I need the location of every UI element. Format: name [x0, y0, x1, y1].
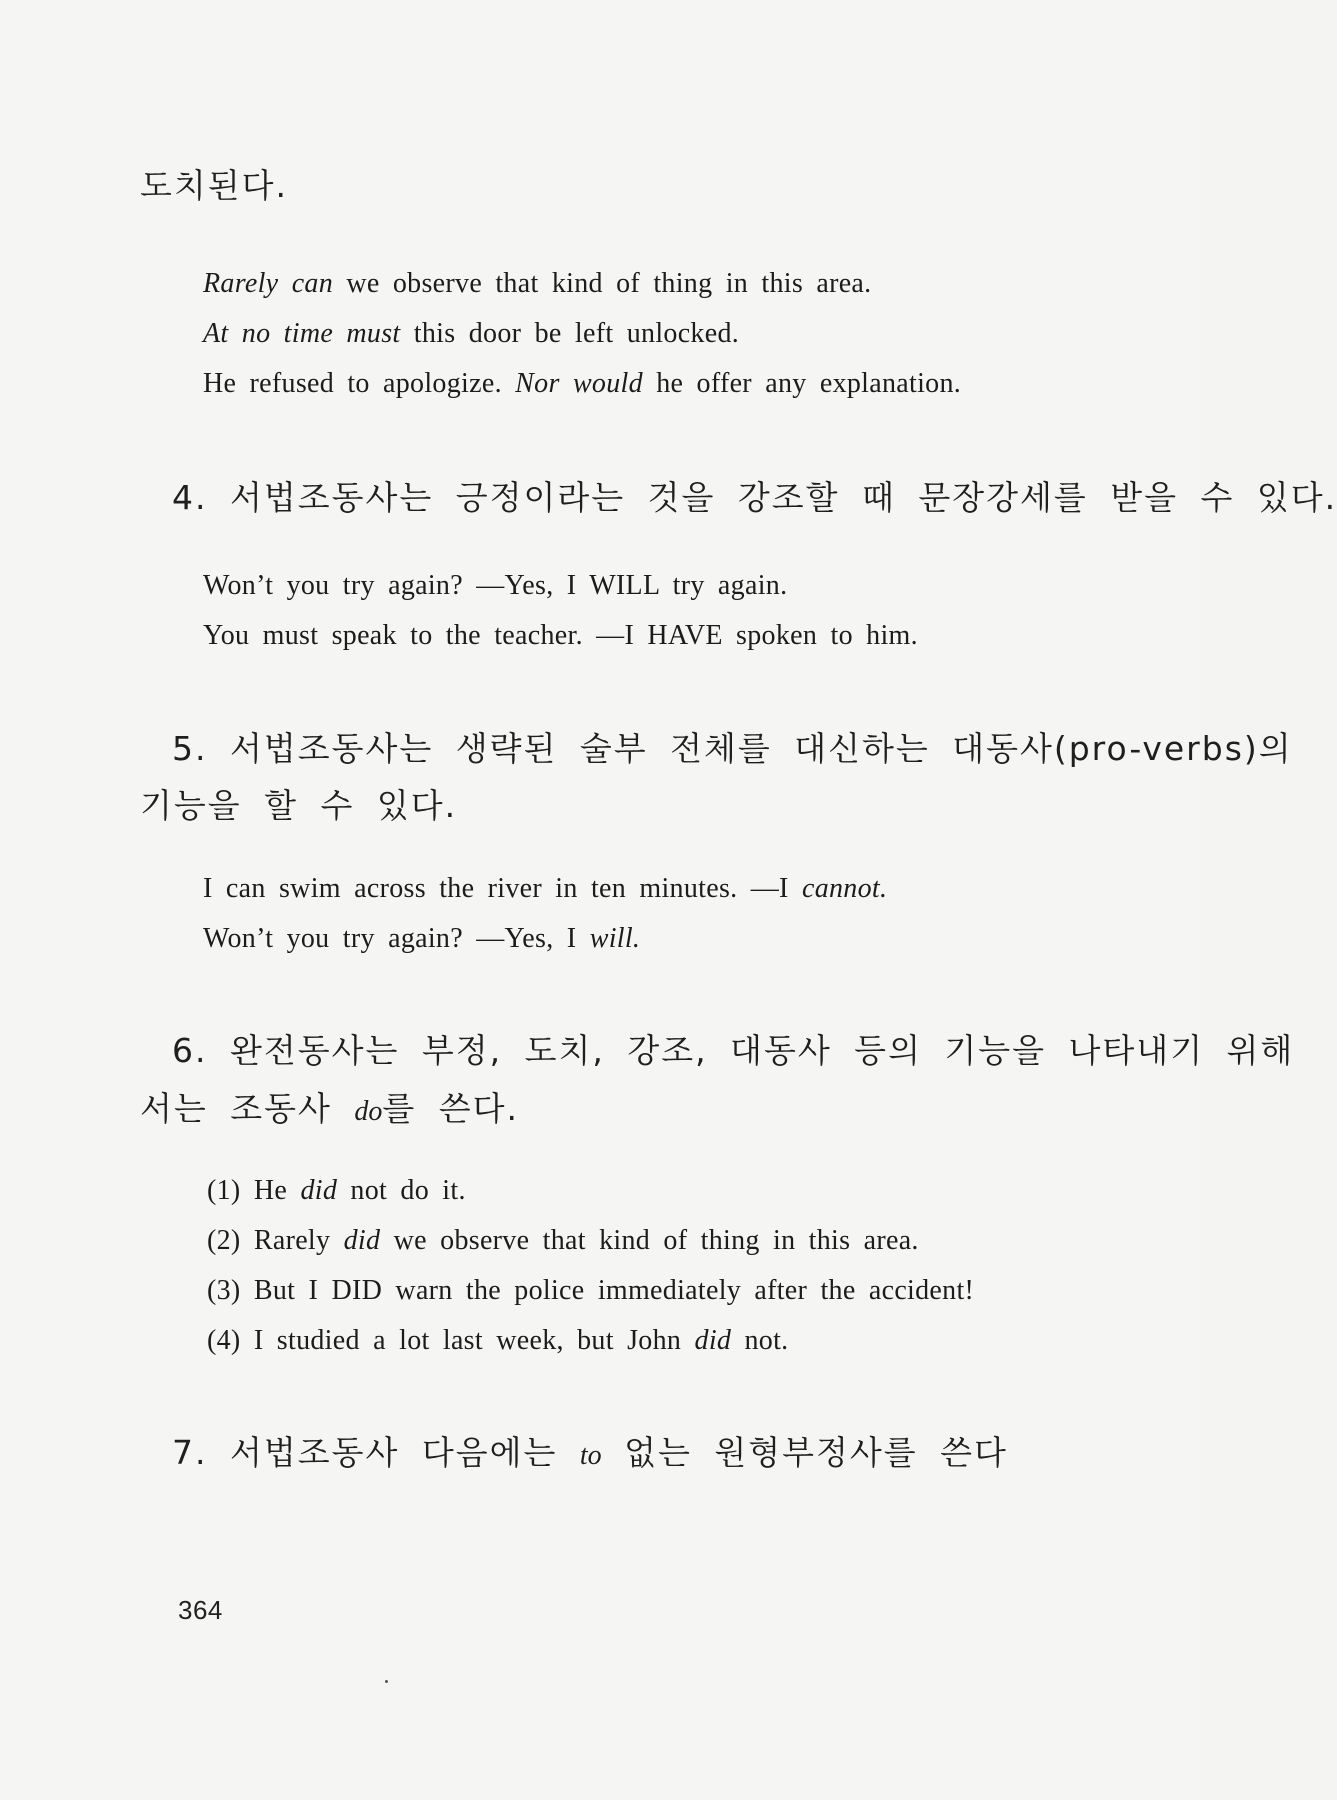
example-line — [203, 368, 961, 400]
example-italic: did — [343, 1225, 381, 1256]
intro-tail: 도치된다. — [140, 166, 289, 205]
section-4-heading: 4. 서법조동사는 긍정이라는 것을 강조할 때 문장강세를 받을 수 있다. — [172, 478, 1337, 517]
section-5-heading-line1: 5. 서법조동사는 생략된 술부 전체를 대신하는 대동사(pro-verbs)의 — [172, 729, 1293, 768]
example-text: not do it. — [337, 1175, 466, 1206]
example-line — [203, 318, 739, 350]
numbered-example — [207, 1225, 919, 1257]
example-italic: Nor would — [515, 368, 643, 399]
example-italic: Rarely can — [203, 268, 334, 299]
example-text: Won’t you try again? —Yes, I — [203, 923, 590, 954]
heading-text: 7. 서법조동사 다음에는 — [172, 1433, 580, 1472]
example-text: I studied a lot last week, but John — [253, 1325, 695, 1356]
numbered-example — [207, 1275, 974, 1307]
example-text: He refused to apologize. — [203, 368, 516, 399]
heading-text: 를 쓴다. — [382, 1089, 519, 1128]
example-text: I can swim across the river in ten minutes. —I — [203, 873, 802, 904]
example-text: He — [253, 1175, 301, 1206]
example-text: this door be left unlocked. — [400, 318, 740, 349]
stray-mark — [385, 1680, 388, 1683]
example-line — [203, 268, 871, 300]
numbered-example — [207, 1325, 788, 1357]
example-text: Rarely — [253, 1225, 344, 1256]
heading-italic: do — [354, 1096, 383, 1127]
page-number: 364 — [178, 1595, 223, 1625]
example-text: we observe that kind of thing in this area. — [333, 268, 872, 299]
heading-text: 없는 원형부정사를 쓴다 — [601, 1433, 1008, 1472]
heading-italic: to — [579, 1440, 602, 1471]
example-text: But I DID warn the police immediately after the accident! — [253, 1275, 975, 1306]
section-5-heading-line2: 기능을 할 수 있다. — [140, 786, 458, 825]
section-6-heading-line2 — [140, 1083, 519, 1130]
example-italic: will. — [589, 923, 641, 954]
numbered-example — [207, 1175, 466, 1207]
example-italic: At no time must — [203, 318, 401, 349]
example-number: (2) — [207, 1225, 241, 1256]
heading-text: 서는 조동사 — [140, 1089, 355, 1128]
example-text: he offer any explanation. — [642, 368, 962, 399]
example-number: (4) — [207, 1325, 241, 1356]
example-text: not. — [731, 1325, 789, 1356]
example-italic: did — [300, 1175, 338, 1206]
example-line: Won’t you try again? —Yes, I WILL try again. — [203, 570, 788, 601]
example-number: (3) — [207, 1275, 241, 1306]
example-italic: did — [694, 1325, 732, 1356]
example-line — [203, 923, 640, 955]
example-number: (1) — [207, 1175, 241, 1206]
example-italic: cannot. — [801, 873, 888, 904]
section-6-heading-line1: 6. 완전동사는 부정, 도치, 강조, 대동사 등의 기능을 나타내기 위해 — [172, 1031, 1295, 1070]
section-7-heading — [172, 1427, 1008, 1474]
example-line — [203, 873, 887, 905]
example-line: You must speak to the teacher. —I HAVE spoken to him. — [203, 620, 918, 651]
example-text: we observe that kind of thing in this area. — [380, 1225, 919, 1256]
